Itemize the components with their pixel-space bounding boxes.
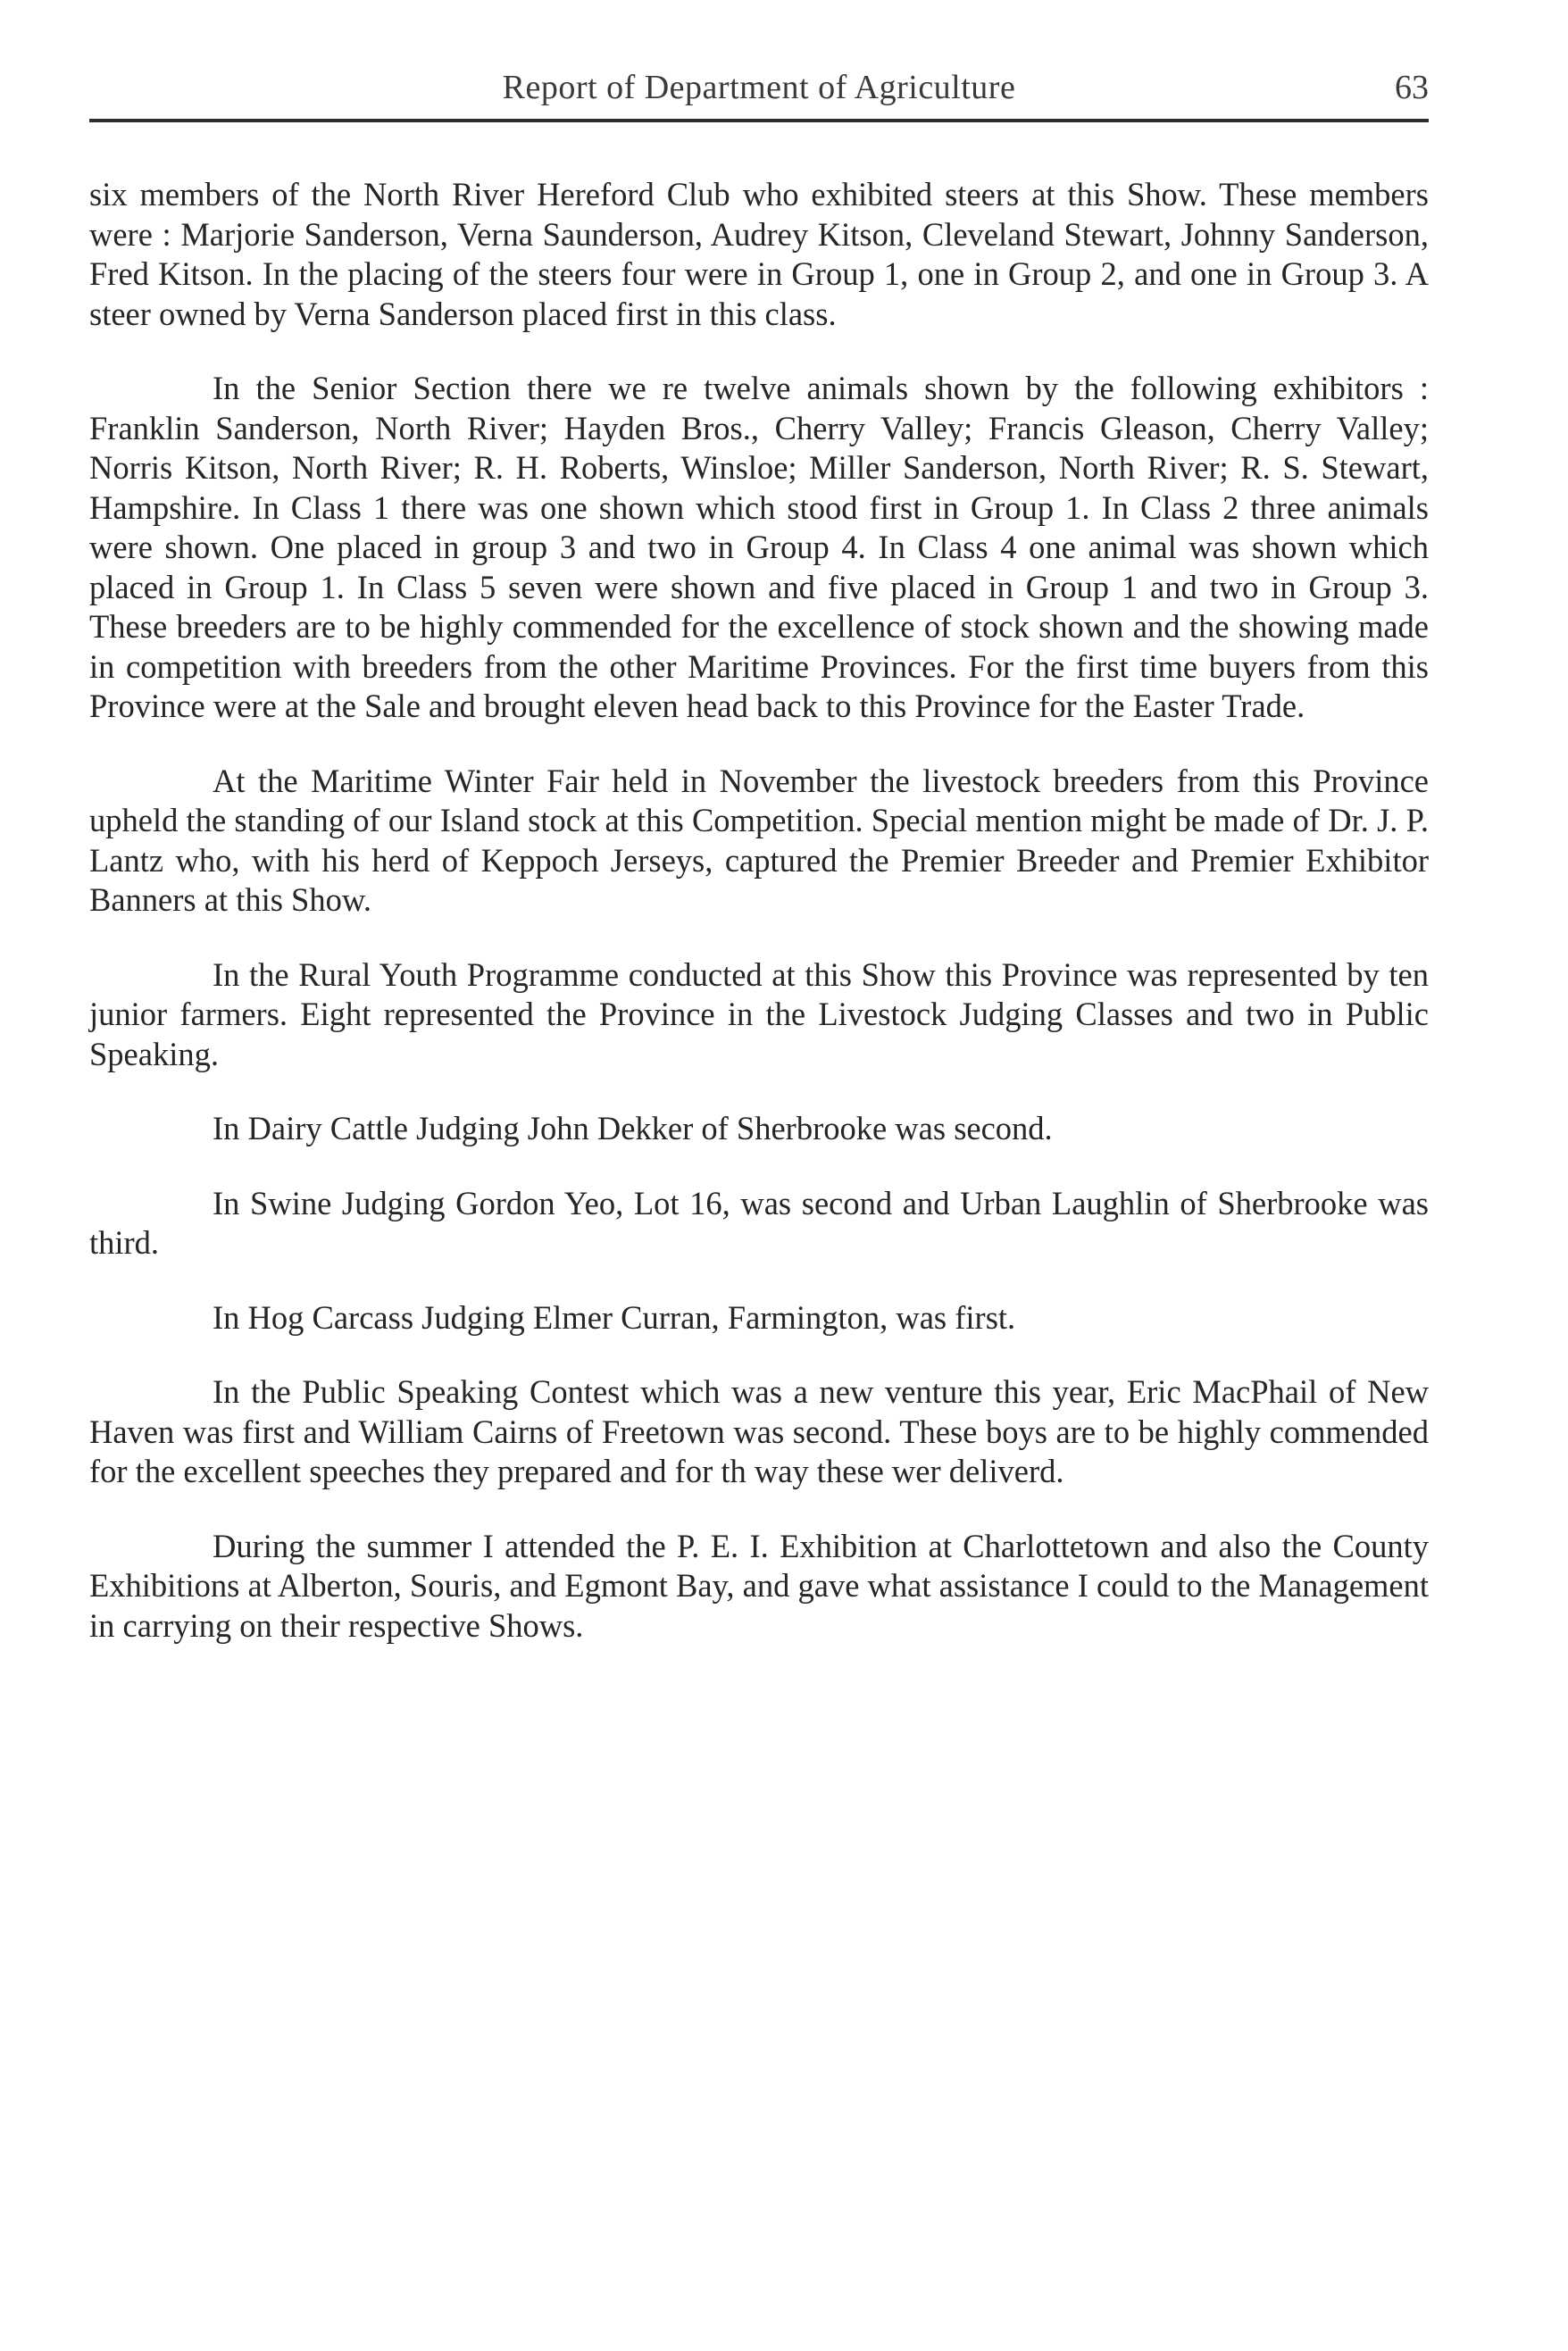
paragraph-swine-judging: In Swine Judging Gordon Yeo, Lot 16, was second and Urban Laughlin of Sherbrooke was third.: [89, 1184, 1429, 1261]
paragraph-hog-carcass-judging: In Hog Carcass Judging Elmer Curran, Farmington, was first.: [213, 1298, 1016, 1336]
paragraph-dairy-cattle-judging: In Dairy Cattle Judging John Dekker of Sherbrooke was second.: [213, 1110, 1053, 1146]
page-number: 63: [1395, 69, 1429, 106]
body-text: [89, 175, 1429, 1680]
paragraph-continuation: six members of the North River Hereford Club who exhibited steers at this Show. These members were : Marjorie Sanderson, Verna Saunderson, Audrey Kitson, Cleveland Stewart, Johnny Sanderson, Fred Kitson. In the placing of the steers four were in Group 1, one in Group 2, and one in Group 3. A steer owned by Verna Sanderson placed first in this class.: [89, 176, 1429, 332]
header-rule: [89, 119, 1429, 122]
paragraph-senior-section: In the Senior Section there we re twelve animals shown by the following exhibitors : Franklin Sanderson, North River; Hayden Bros., Cherry Valley; Francis Gleason, Cherry Valley; Norris Kitson, North River; R. H. Roberts, Winsloe; Miller Sanderson, North River; R. S. Stewart, Hampshire. In Class 1 there was one shown which stood first in Group 1. In Class 2 three animals were shown. One placed in group 3 and two in Group 4. In Class 4 one animal was shown which placed in Group 1. In Class 5 seven were shown and five placed in Group 1 and two in Group 3. These breeders are to be highly commended for the excellence of stock shown and the showing made in competition with breeders from the other Maritime Provinces. For the first time buyers from this Province were at the Sale and brought eleven head back to this Province for the Easter Trade.: [89, 370, 1429, 724]
paragraph-summer-exhibitions: During the summer I attended the P. E. I. Exhibition at Charlottetown and also the County Exhibitions at Alberton, Souris, and Egmont Bay, and gave what assistance I could to the Management in carrying on their respective Shows.: [89, 1527, 1429, 1644]
running-header: [89, 61, 1429, 123]
paragraph-maritime-winter-fair: At the Maritime Winter Fair held in November the livestock breeders from this Province upheld the standing of our Island stock at this Competition. Special mention might be made of Dr. J. P. Lantz who, with his herd of Keppoch Jerseys, captured the Premier Breeder and Premier Exhibitor Banners at this Show.: [89, 762, 1429, 918]
paragraph-rural-youth-programme: In the Rural Youth Programme conducted at this Show this Province was represented by ten junior farmers. Eight represented the Province in the Livestock Judging Classes and two in Public Speaking.: [89, 955, 1429, 1072]
header-title: Report of Department of Agriculture: [502, 69, 1016, 106]
paragraph-public-speaking: In the Public Speaking Contest which was a new venture this year, Eric MacPhail of New Haven was first and William Cairns of Freetown was second. These boys are to be highly commended for the excellent speeches they prepared and for th way these wer deliverd.: [89, 1373, 1429, 1489]
